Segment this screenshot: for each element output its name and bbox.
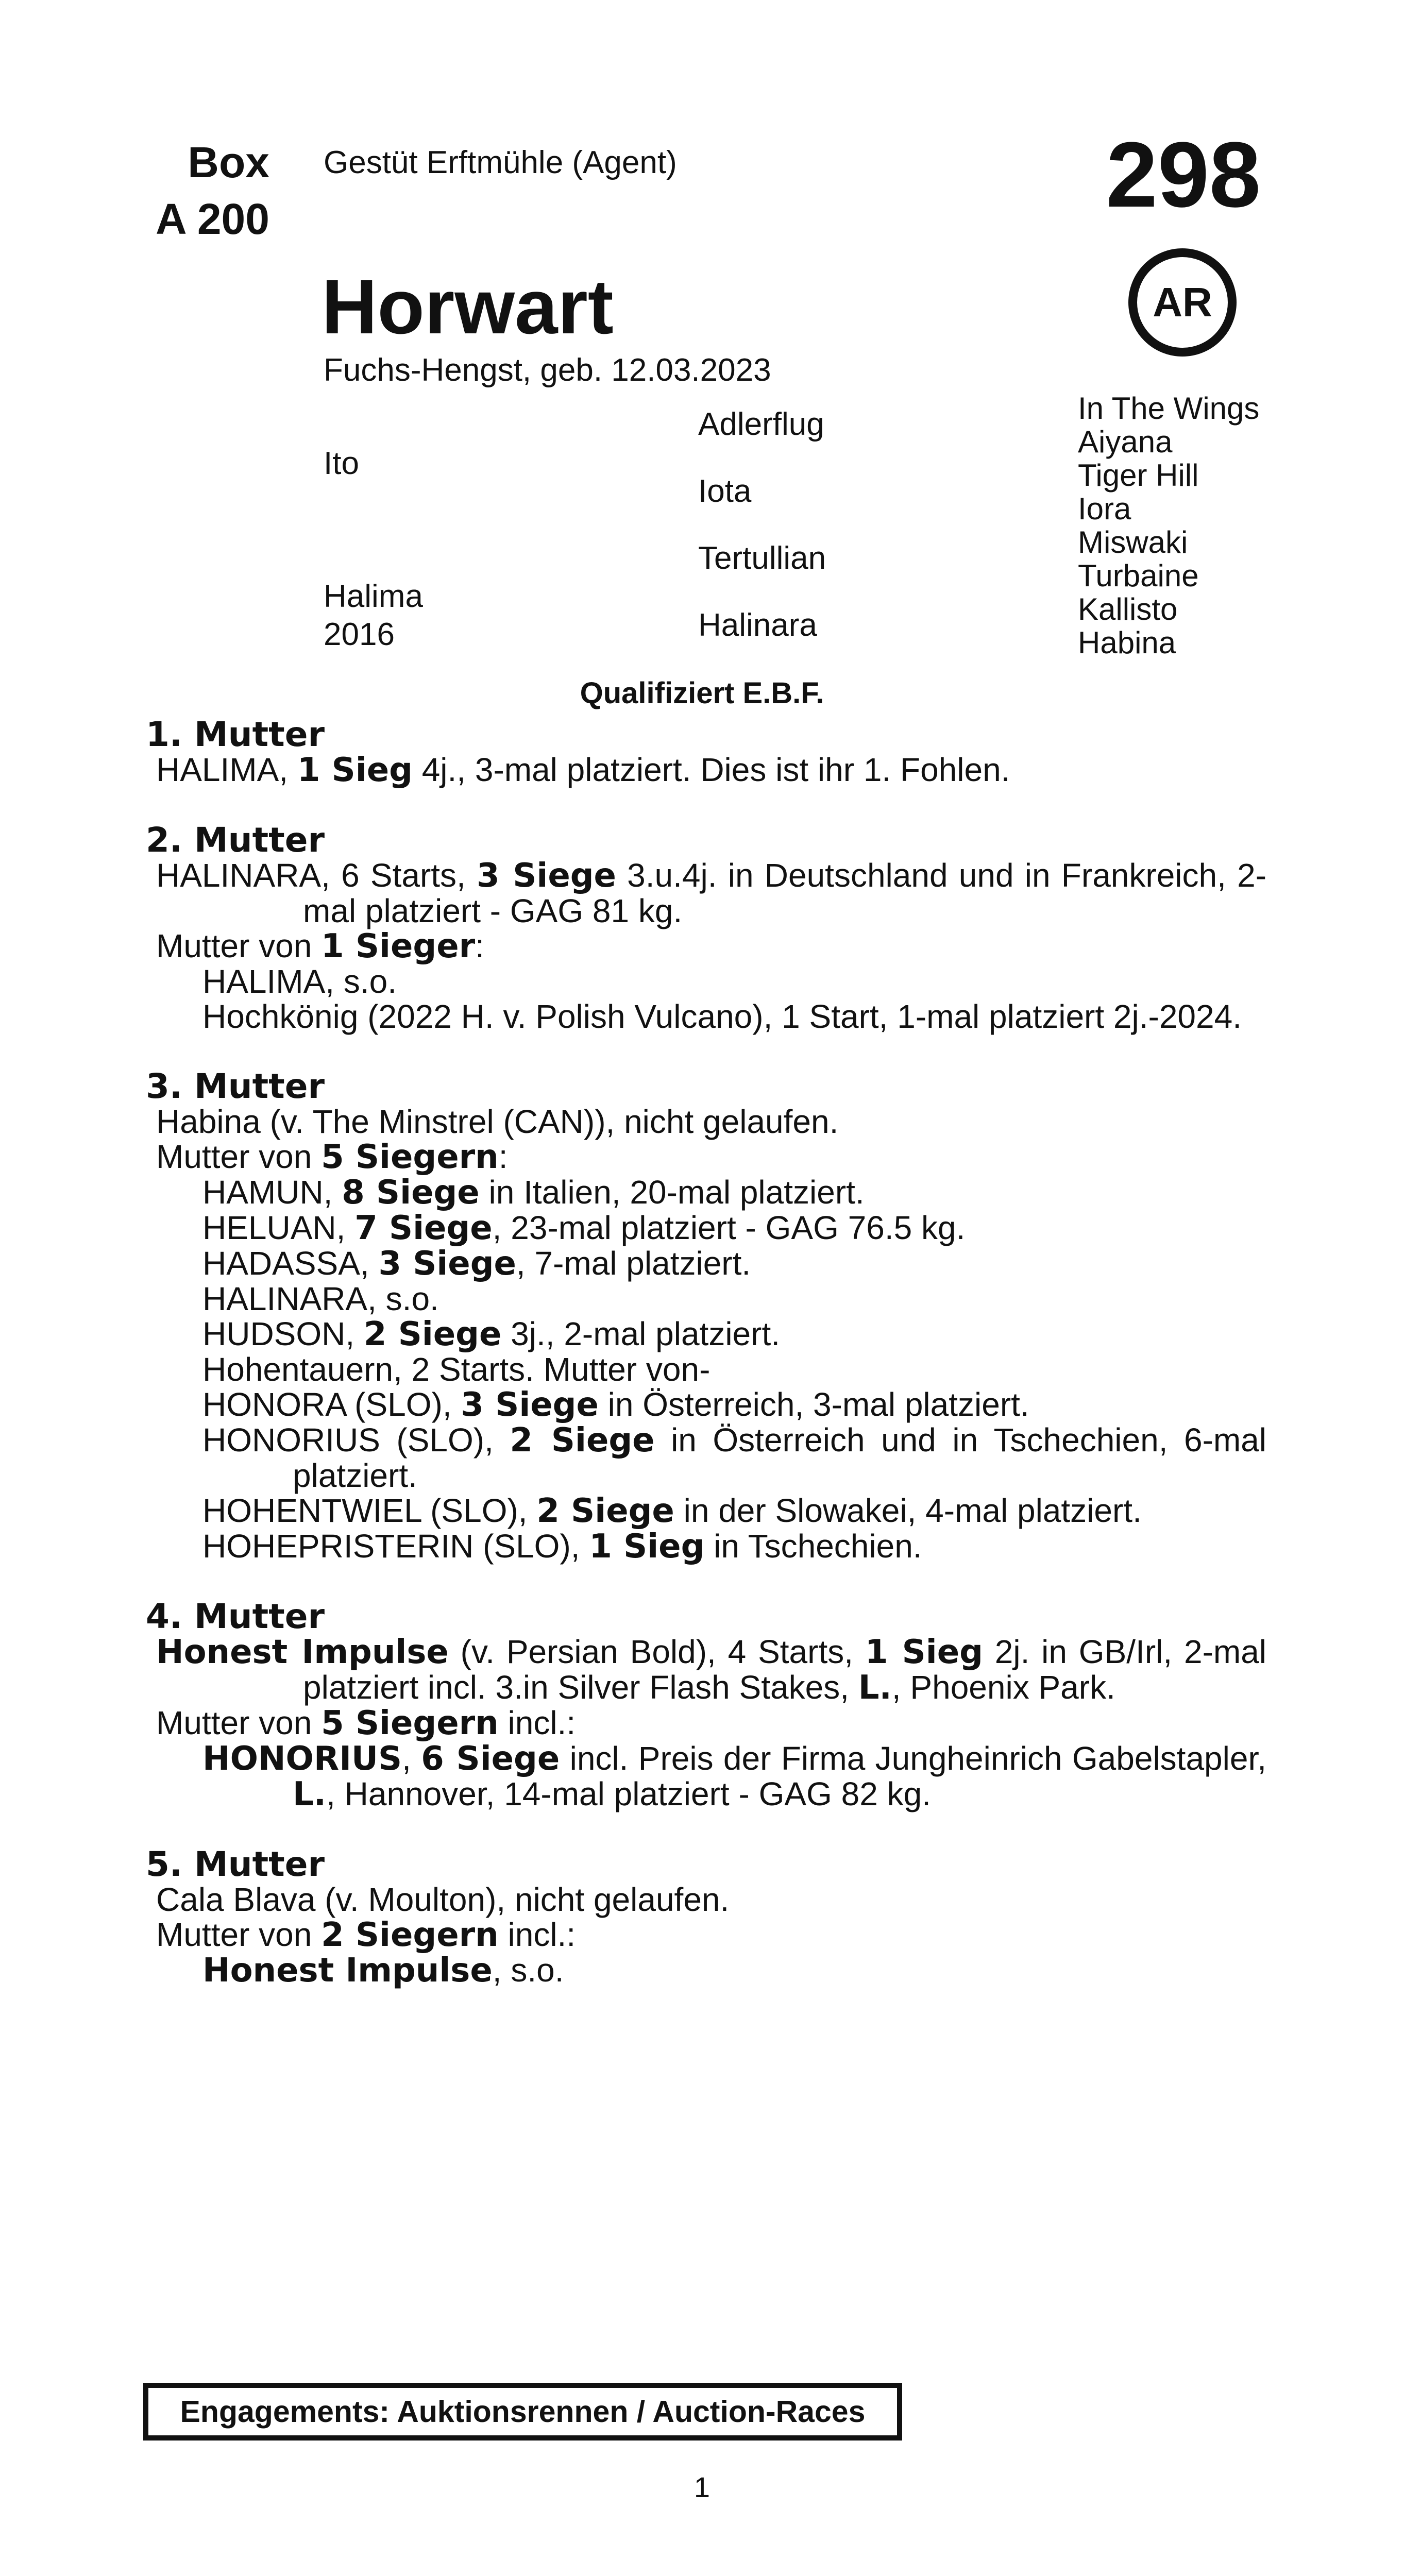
- pedigree-gen2-item: Halinara: [698, 607, 817, 643]
- dam-section-3: [146, 1066, 1266, 1566]
- dam-line: HALINARA, 6 Starts, 3 Siege 3.u.4j. in Deutschland und in Frankreich, 2-mal platziert - GAG 81 kg.: [156, 857, 1267, 929]
- pedigree-gen3-item: Tiger Hill: [1078, 458, 1199, 493]
- produce-line: HAMUN, 8 Siege in Italien, 20-mal platziert.: [202, 1174, 865, 1212]
- lot-number: 298: [1106, 123, 1261, 227]
- dam-section-5: [146, 1844, 1266, 1990]
- female-family: [146, 717, 1266, 1988]
- produce-line: Hochkönig (2022 H. v. Polish Vulcano), 1 Start, 1-mal platziert 2j.-2024.: [202, 998, 1242, 1035]
- dam-heading: 2. Mutter: [146, 820, 325, 860]
- pedigree-gen3-item: Habina: [1078, 625, 1176, 660]
- pedigree-gen3-item: Iora: [1078, 492, 1131, 526]
- badge-label: AR: [1153, 279, 1212, 325]
- dam-line: Mutter von 5 Siegern:: [156, 1138, 508, 1176]
- agent-name: Gestüt Erftmühle (Agent): [324, 145, 677, 180]
- produce-line: HONORIUS (SLO), 2 Siege in Österreich und in Tschechien, 6-mal platziert.: [202, 1421, 1266, 1494]
- pedigree-gen2-item: Iota: [698, 473, 752, 509]
- auction-race-badge: [1128, 248, 1237, 357]
- pedigree-dam-year: 2016: [324, 617, 395, 652]
- dam-section-2: [146, 820, 1267, 1035]
- pedigree-gen2-item: Adlerflug: [698, 406, 824, 442]
- dam-line: Honest Impulse (v. Persian Bold), 4 Starts, 1 Sieg 2j. in GB/Irl, 2-mal platziert incl. 3.in Silver Flash Stakes, L., Phoenix Park.: [156, 1633, 1267, 1707]
- produce-line: HUDSON, 2 Siege 3j., 2-mal platziert.: [202, 1315, 780, 1353]
- dam-line: Mutter von 1 Sieger:: [156, 927, 484, 965]
- qualification: Qualifiziert E.B.F.: [580, 676, 824, 710]
- pedigree-dam: Halima: [324, 579, 423, 614]
- dam-line: HALIMA, 1 Sieg 4j., 3-mal platziert. Dies ist ihr 1. Fohlen.: [156, 751, 1010, 789]
- pedigree-gen3-item: Turbaine: [1078, 558, 1199, 593]
- engagements-label: Engagements: Auktionsrennen / Auction-Races: [180, 2395, 866, 2429]
- produce-line: HOHEPRISTERIN (SLO), 1 Sieg in Tschechien.: [202, 1528, 922, 1566]
- box-number: A 200: [155, 195, 269, 243]
- pedigree-gen3-item: Miswaki: [1078, 525, 1188, 560]
- produce-line: Honest Impulse, s.o.: [202, 1952, 564, 1990]
- produce-line: HALINARA, s.o.: [202, 1280, 439, 1317]
- page-number: 1: [693, 2471, 711, 2503]
- pedigree-gen3-item: In The Wings: [1078, 391, 1260, 426]
- produce-line: HADASSA, 3 Siege, 7-mal platziert.: [202, 1245, 751, 1283]
- pedigree-sire: Ito: [324, 446, 359, 481]
- horse-description: Fuchs-Hengst, geb. 12.03.2023: [324, 352, 771, 388]
- horse-name: Horwart: [322, 263, 614, 350]
- produce-line: HONORIUS, 6 Siege incl. Preis der Firma Jungheinrich Gabelstapler, L., Hannover, 14-mal platziert - GAG 82 kg.: [202, 1740, 1266, 1814]
- dam-section-4: [146, 1599, 1266, 1812]
- pedigree-gen3-item: Aiyana: [1078, 425, 1173, 459]
- engagements-box: [143, 2383, 902, 2441]
- produce-line: HOHENTWIEL (SLO), 2 Siege in der Slowakei, 4-mal platziert.: [202, 1492, 1142, 1530]
- dam-section-1: [146, 717, 1266, 788]
- dam-line: Mutter von 5 Siegern incl.:: [156, 1704, 576, 1742]
- pedigree-gen3-item: Kallisto: [1078, 592, 1178, 626]
- dam-line: Cala Blava (v. Moulton), nicht gelaufen.: [156, 1881, 730, 1918]
- produce-line: HELUAN, 7 Siege, 23-mal platziert - GAG 76.5 kg.: [202, 1209, 966, 1247]
- dam-heading: 3. Mutter: [146, 1066, 325, 1106]
- dam-line: Mutter von 2 Siegern incl.:: [156, 1916, 576, 1954]
- dam-heading: 4. Mutter: [146, 1597, 325, 1636]
- produce-line: HONORA (SLO), 3 Siege in Österreich, 3-mal platziert.: [202, 1386, 1029, 1424]
- dam-heading: 1. Mutter: [146, 715, 325, 754]
- box-label: Box: [188, 138, 269, 187]
- pedigree-gen2-item: Tertullian: [698, 540, 826, 576]
- produce-line: Hohentauern, 2 Starts. Mutter von-: [202, 1351, 711, 1388]
- dam-line: Habina (v. The Minstrel (CAN)), nicht gelaufen.: [156, 1103, 839, 1140]
- dam-heading: 5. Mutter: [146, 1844, 325, 1884]
- produce-line: HALIMA, s.o.: [202, 963, 397, 1000]
